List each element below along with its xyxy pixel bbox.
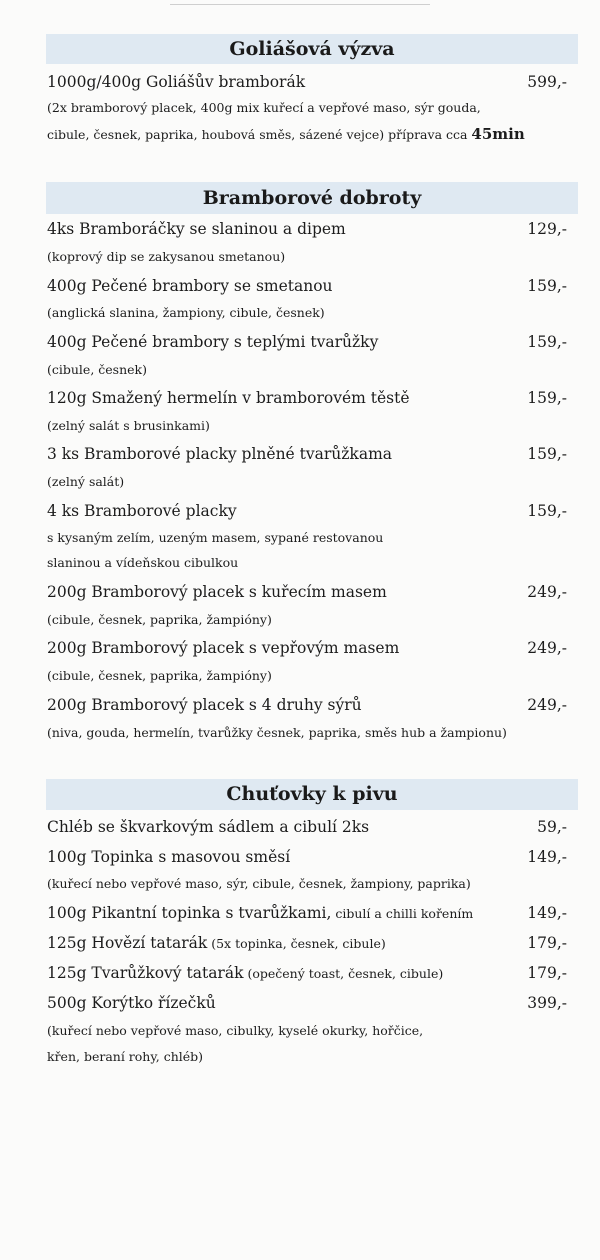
item-name: 400g Pečené brambory s teplými tvarůžky (47, 333, 379, 351)
item-price: 249,- (527, 583, 567, 601)
menu-item (47, 992, 567, 1014)
item-name-note: (opečený toast, česnek, cibule) (243, 966, 444, 981)
item-name: 3 ks Bramborové placky plněné tvarůžkama (47, 445, 393, 463)
item-name: 1000g/400g Goliášův bramborák (47, 73, 306, 91)
menu-item (47, 846, 567, 868)
item-name: 500g Korýtko řízečků (47, 994, 216, 1012)
item-name (47, 902, 473, 925)
item-price: 159,- (527, 333, 567, 351)
item-price: 149,- (527, 904, 567, 922)
item-price: 159,- (527, 389, 567, 407)
menu-item (47, 962, 567, 984)
item-description: slaninou a vídeňskou cibulkou (47, 555, 239, 570)
item-name (47, 962, 443, 985)
item-description: (kuřecí nebo vepřové maso, sýr, cibule, česnek, žampiony, paprika) (47, 876, 471, 891)
item-description: (niva, gouda, hermelín, tvarůžky česnek, paprika, směs hub a žampionu) (47, 725, 507, 740)
menu-item (47, 443, 567, 465)
menu-item (47, 902, 567, 924)
item-description: (cibule, česnek) (47, 362, 147, 377)
item-name: 400g Pečené brambory se smetanou (47, 277, 333, 295)
item-price: 249,- (527, 696, 567, 714)
item-description: (kuřecí nebo vepřové maso, cibulky, kyselé okurky, hořčice, (47, 1023, 424, 1038)
item-name-text: 125g Tvarůžkový tatarák (47, 964, 244, 982)
item-name-note: (5x topinka, česnek, cibule) (207, 936, 386, 951)
item-description: (anglická slanina, žampiony, cibule, česnek) (47, 305, 325, 320)
item-price: 159,- (527, 502, 567, 520)
item-price: 599,- (527, 73, 567, 91)
item-name-note: cibulí a chilli kořením (331, 906, 474, 921)
item-name-text: 125g Hovězí tatarák (47, 934, 208, 952)
menu-item (47, 218, 567, 240)
item-name: 4 ks Bramborové placky (47, 502, 237, 520)
item-description: s kysaným zelím, uzeným masem, sypané restovanou (47, 530, 384, 545)
menu-item (47, 500, 567, 522)
item-name: 200g Bramborový placek s vepřovým masem (47, 639, 400, 657)
menu-item (47, 816, 567, 838)
menu-item (47, 637, 567, 659)
menu-item (47, 581, 567, 603)
divider (170, 4, 430, 5)
item-name: 4ks Bramboráčky se slaninou a dipem (47, 220, 346, 238)
item-price: 149,- (527, 848, 567, 866)
item-price: 399,- (527, 994, 567, 1012)
item-description: (zelný salát s brusinkami) (47, 418, 210, 433)
menu-item (47, 331, 567, 353)
item-price: 159,- (527, 277, 567, 295)
item-name: Chléb se škvarkovým sádlem a cibulí 2ks (47, 818, 370, 836)
item-price: 129,- (527, 220, 567, 238)
menu-item (47, 387, 567, 409)
menu-item (47, 932, 567, 954)
item-name: 200g Bramborový placek s 4 druhy sýrů (47, 696, 362, 714)
item-name-text: 100g Pikantní topinka s tvarůžkami, (47, 904, 332, 922)
item-name: 200g Bramborový placek s kuřecím masem (47, 583, 387, 601)
item-description: (cibule, česnek, paprika, žampióny) (47, 612, 272, 627)
menu-item (47, 694, 567, 716)
section-header-chutovky-k-pivu: Chuťovky k pivu (46, 779, 578, 810)
menu-item (47, 275, 567, 297)
item-description: křen, beraní rohy, chléb) (47, 1049, 204, 1064)
item-description-text: cibule, česnek, paprika, houbová směs, sázené vejce) příprava cca (47, 127, 472, 142)
item-description: (koprový dip se zakysanou smetanou) (47, 249, 286, 264)
item-price: 249,- (527, 639, 567, 657)
item-description: (2x bramborový placek, 400g mix kuřecí a vepřové maso, sýr gouda, (47, 100, 481, 115)
item-name: 100g Topinka s masovou směsí (47, 848, 291, 866)
item-name: 120g Smažený hermelín v bramborovém těstě (47, 389, 410, 407)
item-description: (cibule, česnek, paprika, žampióny) (47, 668, 272, 683)
item-price: 179,- (527, 934, 567, 952)
item-price: 179,- (527, 964, 567, 982)
item-description-time: 45min (471, 125, 525, 143)
item-description (47, 122, 577, 147)
item-price: 59,- (537, 818, 567, 836)
section-header-bramborove-dobroty: Bramborové dobroty (46, 182, 578, 214)
item-description: (zelný salát) (47, 474, 125, 489)
item-price: 159,- (527, 445, 567, 463)
item-name (47, 932, 386, 955)
menu-item (47, 71, 567, 93)
section-header-goliasova-vyzva: Goliášová výzva (46, 34, 578, 64)
